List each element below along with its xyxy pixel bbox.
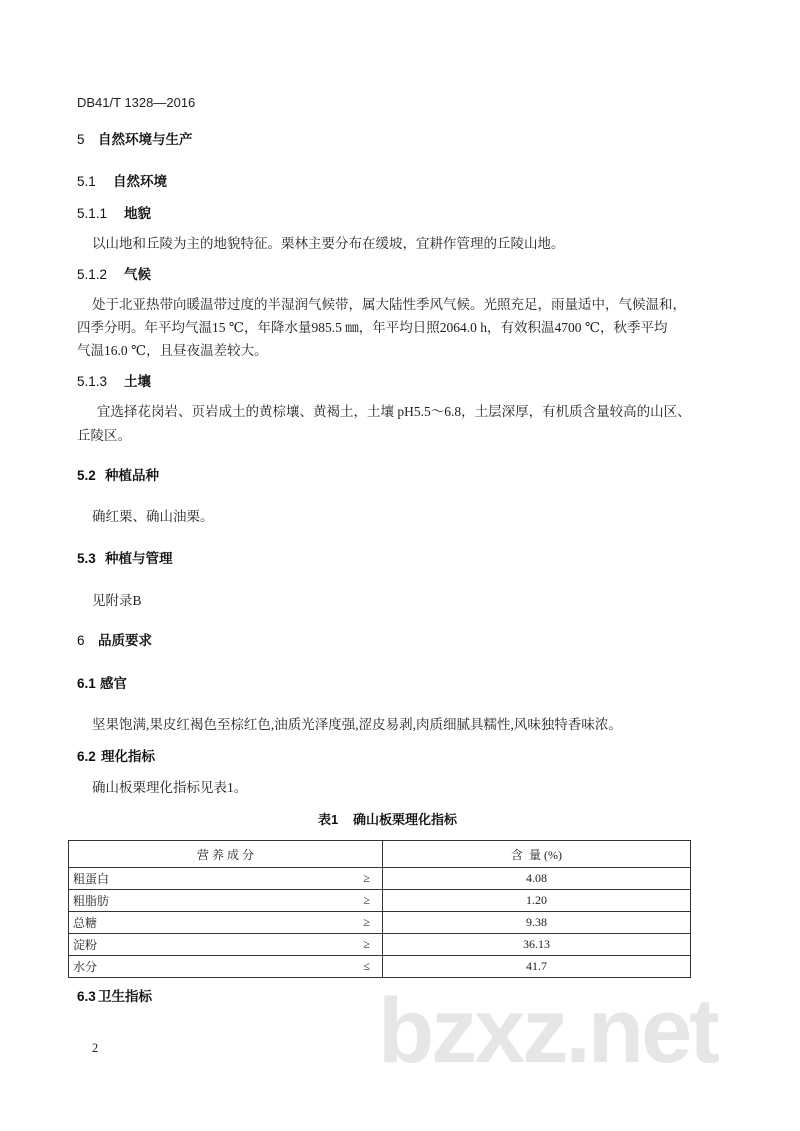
paragraph-line: 宜选择花岗岩、页岩成土的黄棕壤、黄褐土，土壤 pH5.5～6.8，土层深厚，有机质含量较高的山区、 bbox=[97, 404, 691, 419]
section-heading-5-3 bbox=[77, 550, 173, 568]
paragraph-line: 见附录B bbox=[92, 593, 142, 608]
comparison-operator: ≥ bbox=[363, 893, 370, 907]
section-heading-5-1-1 bbox=[77, 205, 151, 223]
section-title: 理化指标 bbox=[101, 749, 155, 764]
table-row bbox=[69, 868, 691, 890]
table-row bbox=[69, 890, 691, 912]
section-number: 6.3 bbox=[77, 989, 96, 1004]
comparison-operator: ≥ bbox=[363, 937, 370, 951]
section-heading-5-1-3 bbox=[77, 373, 151, 391]
comparison-operator: ≥ bbox=[363, 915, 370, 929]
table-row bbox=[69, 912, 691, 934]
section-heading-5-1 bbox=[77, 173, 167, 191]
nutrient-name: 总糖 bbox=[73, 916, 98, 930]
nutrient-cell bbox=[69, 912, 383, 934]
section-title: 土壤 bbox=[124, 374, 151, 389]
content-value: 9.38 bbox=[383, 912, 691, 934]
section-number: 5.1 bbox=[77, 174, 96, 189]
section-title: 品质要求 bbox=[98, 633, 152, 648]
nutrient-cell bbox=[69, 868, 383, 890]
section-heading-6 bbox=[77, 632, 152, 650]
section-heading-6-2 bbox=[77, 748, 155, 766]
section-number: 5.3 bbox=[77, 551, 96, 566]
section-number: 6.1 bbox=[77, 676, 96, 691]
table-row bbox=[69, 934, 691, 956]
content-value: 1.20 bbox=[383, 890, 691, 912]
section-number: 6.2 bbox=[77, 749, 96, 764]
document-code: DB41/T 1328—2016 bbox=[77, 95, 196, 110]
page-number: 2 bbox=[92, 1041, 99, 1055]
nutrition-table bbox=[68, 840, 690, 978]
paragraph-line: 以山地和丘陵为主的地貌特征。栗林主要分布在缓坡，宜耕作管理的丘陵山地。 bbox=[92, 236, 565, 251]
comparison-operator: ≤ bbox=[363, 959, 370, 973]
section-number: 6 bbox=[77, 633, 85, 648]
content-value: 36.13 bbox=[383, 934, 691, 956]
paragraph-line: 气温16.0 ℃，且昼夜温差较大。 bbox=[77, 343, 268, 358]
nutrient-name: 水分 bbox=[73, 960, 98, 974]
section-title: 自然环境 bbox=[113, 174, 167, 189]
section-title: 地貌 bbox=[124, 206, 151, 221]
table-caption bbox=[318, 811, 457, 829]
section-number: 5.1.3 bbox=[77, 374, 108, 389]
nutrient-cell bbox=[69, 934, 383, 956]
nutrient-name: 粗蛋白 bbox=[73, 872, 110, 886]
section-number: 5 bbox=[77, 132, 85, 147]
comparison-operator: ≥ bbox=[363, 871, 370, 885]
table-caption-title: 确山板栗理化指标 bbox=[353, 812, 458, 827]
section-title: 感官 bbox=[100, 676, 127, 691]
nutrient-cell bbox=[69, 956, 383, 978]
section-number: 5.1.1 bbox=[77, 206, 108, 221]
section-title: 自然环境与生产 bbox=[98, 132, 193, 147]
section-title: 气候 bbox=[124, 267, 151, 282]
section-heading-5 bbox=[77, 131, 193, 149]
paragraph-line: 确山板栗理化指标见表1。 bbox=[92, 780, 248, 795]
table-row bbox=[69, 956, 691, 978]
content-value: 4.08 bbox=[383, 868, 691, 890]
paragraph-line: 处于北亚热带向暖温带过度的半湿润气候带，属大陆性季风气候。光照充足，雨量适中，气候温和， bbox=[92, 297, 686, 312]
nutrient-cell bbox=[69, 890, 383, 912]
paragraph-line: 丘陵区。 bbox=[77, 428, 131, 443]
physicochemical-index-table bbox=[68, 840, 691, 978]
site-watermark: bzxz.net bbox=[378, 980, 717, 1082]
paragraph-line: 确红栗、确山油栗。 bbox=[92, 509, 214, 524]
section-number: 5.1.2 bbox=[77, 267, 108, 282]
paragraph-line: 坚果饱满,果皮红褐色至棕红色,油质光泽度强,涩皮易剥,肉质细腻具糯性,风味独特香味浓。 bbox=[92, 717, 622, 732]
nutrient-name: 粗脂肪 bbox=[73, 894, 110, 908]
column-header-nutrient: 营 养 成 分 bbox=[69, 841, 383, 868]
section-heading-6-3 bbox=[77, 988, 152, 1006]
section-title: 卫生指标 bbox=[98, 989, 152, 1004]
section-title: 种植与管理 bbox=[105, 551, 173, 566]
section-number: 5.2 bbox=[77, 468, 96, 483]
section-title: 种植品种 bbox=[105, 468, 159, 483]
content-value: 41.7 bbox=[383, 956, 691, 978]
table-caption-number: 表1 bbox=[318, 812, 339, 827]
section-heading-5-2 bbox=[77, 467, 159, 485]
section-heading-6-1 bbox=[77, 675, 127, 693]
table-header-row bbox=[69, 841, 691, 868]
nutrient-name: 淀粉 bbox=[73, 938, 98, 952]
section-heading-5-1-2 bbox=[77, 266, 151, 284]
column-header-content: 含 量 (%) bbox=[383, 841, 691, 868]
paragraph-line: 四季分明。年平均气温15 ℃，年降水量985.5 ㎜，年平均日照2064.0 h，有效积温4700 ℃，秋季平均 bbox=[77, 320, 668, 335]
